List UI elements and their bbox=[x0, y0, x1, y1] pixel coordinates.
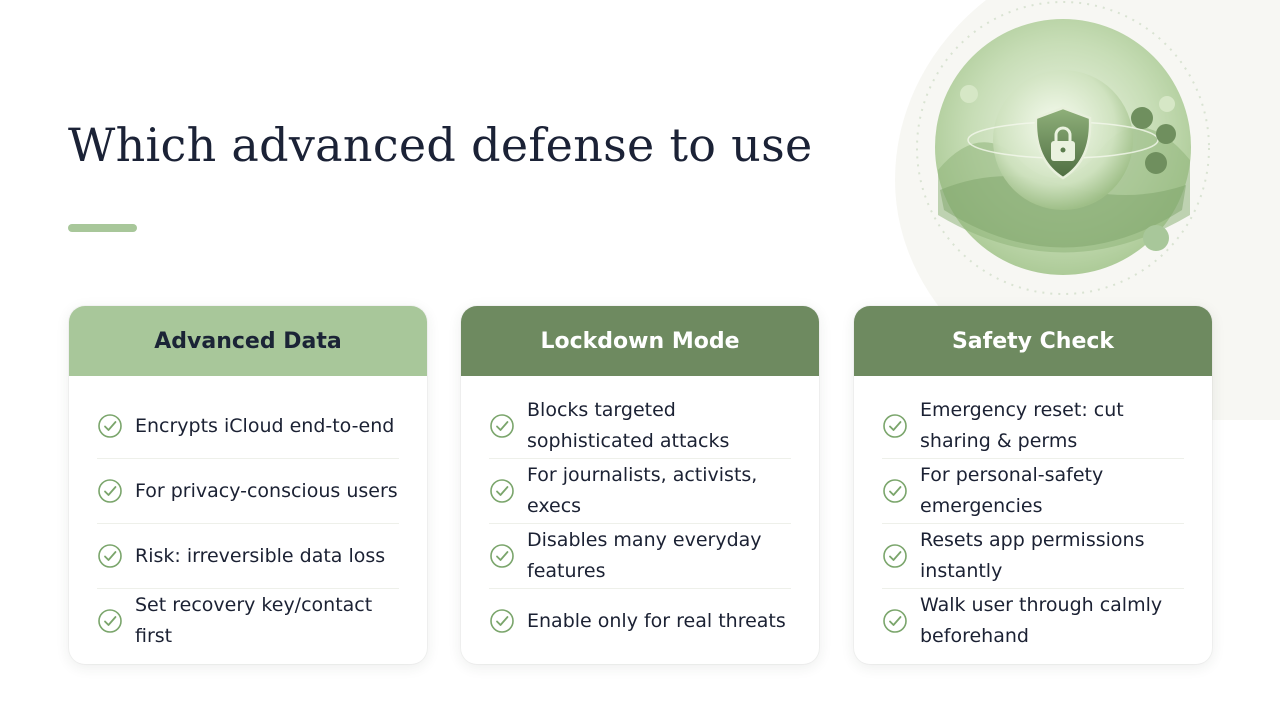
check-circle-icon bbox=[97, 478, 123, 504]
list-item bbox=[97, 459, 399, 524]
item-text: Risk: irreversible data loss bbox=[135, 544, 386, 567]
title-underline bbox=[68, 224, 137, 232]
item-text: Encrypts iCloud end-to-end bbox=[135, 414, 395, 437]
check-circle-icon bbox=[489, 413, 515, 439]
check-circle-icon bbox=[97, 608, 123, 634]
check-circle-icon bbox=[489, 478, 515, 504]
card-lockdown-mode bbox=[461, 306, 819, 664]
item-text: Resets app permissions instantly bbox=[920, 529, 1145, 582]
list-item bbox=[882, 524, 1184, 589]
item-text: Walk user through calmly beforehand bbox=[920, 594, 1163, 647]
card-advanced-data bbox=[69, 306, 427, 664]
list-item bbox=[489, 394, 791, 459]
list-item bbox=[489, 589, 791, 653]
item-text: Blocks targeted sophisticated attacks bbox=[527, 399, 730, 452]
check-circle-icon bbox=[882, 413, 908, 439]
item-text: For privacy-conscious users bbox=[135, 479, 398, 502]
list-item bbox=[882, 459, 1184, 524]
item-text: For journalists, activists, execs bbox=[527, 464, 758, 517]
item-text: Disables many everyday features bbox=[527, 529, 762, 582]
check-circle-icon bbox=[489, 608, 515, 634]
list-item bbox=[882, 394, 1184, 459]
list-item bbox=[882, 589, 1184, 653]
list-item bbox=[97, 589, 399, 653]
list-item bbox=[97, 524, 399, 589]
check-circle-icon bbox=[882, 608, 908, 634]
item-text: For personal-safety emergencies bbox=[920, 464, 1104, 517]
card-header: Safety Check bbox=[854, 306, 1212, 376]
item-text: Set recovery key/contact first bbox=[135, 594, 373, 647]
item-text: Emergency reset: cut sharing & perms bbox=[920, 399, 1124, 452]
card-header: Lockdown Mode bbox=[461, 306, 819, 376]
list-item bbox=[489, 459, 791, 524]
check-circle-icon bbox=[97, 413, 123, 439]
card-safety-check bbox=[854, 306, 1212, 664]
item-text: Enable only for real threats bbox=[527, 609, 786, 632]
check-circle-icon bbox=[489, 543, 515, 569]
list-item bbox=[97, 394, 399, 459]
page-title: Which advanced defense to use bbox=[68, 118, 813, 172]
list-item bbox=[489, 524, 791, 589]
card-header: Advanced Data bbox=[69, 306, 427, 376]
check-circle-icon bbox=[882, 478, 908, 504]
check-circle-icon bbox=[97, 543, 123, 569]
lock-shield-globe-illustration bbox=[910, 0, 1210, 300]
check-circle-icon bbox=[882, 543, 908, 569]
